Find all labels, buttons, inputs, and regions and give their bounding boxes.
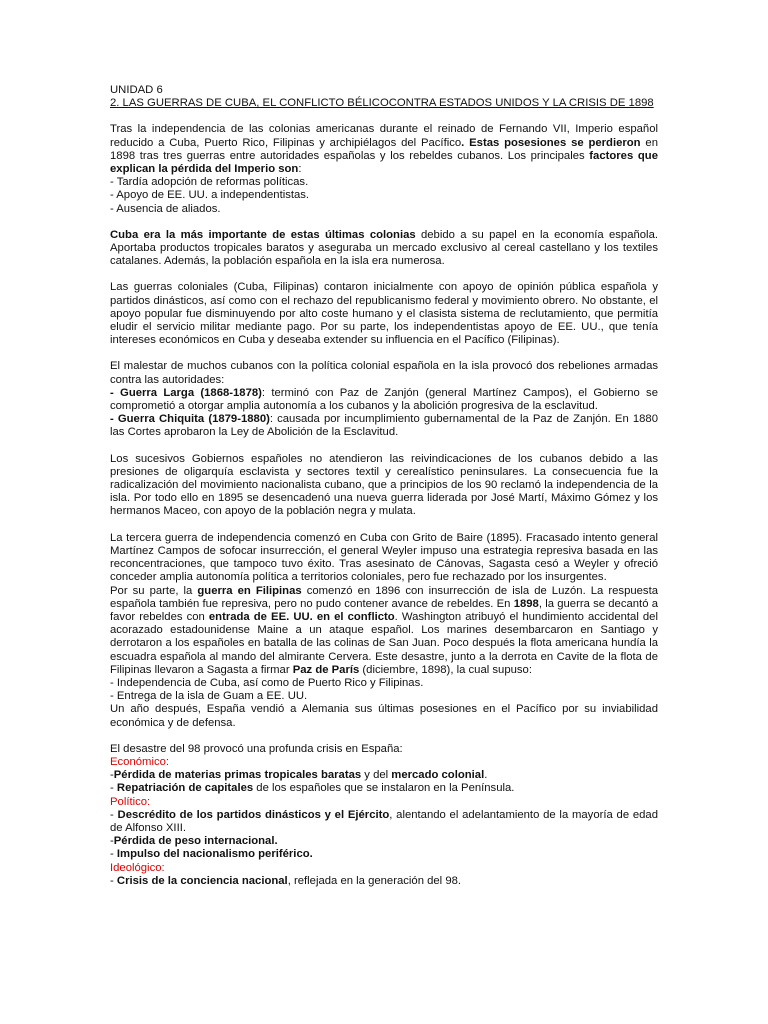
bold-run: Pérdida de peso internacional.	[113, 835, 278, 848]
spacer	[110, 216, 658, 229]
text-run: . Washington atribuyó el hundimiento accidental del acorazado estadounidense Maine a un ataque español. Los marines desembarcaron en Santiago y derrotaron a los españoles en batalla de las colinas de San Juan. Poco después la flota americana hundía la escuadra española al mando del almirante Cervera. Este desastre, junto a la derrota en Cavite de la flota de Filipinas llevaron a Sagasta a firmar	[110, 610, 658, 676]
section-heading: 2. LAS GUERRAS DE CUBA, EL CONFLICTO BÉLICOCONTRA ESTADOS UNIDOS Y LA CRISIS DE 1898	[110, 97, 654, 110]
text-run: en 1898 tras tres guerras entre autoridades españolas y los rebeldes cubanos. Los principales	[110, 136, 658, 162]
paragraph-governments: Los sucesivos Gobiernos españoles no atendieron las reivindicaciones de los cubanos debido a las presiones de oligarquía esclavista y sectores textil y cerealístico peninsulares. La consecuencia fue la radicalización del movimiento nacionalista cubano, que a principios de los 90 reclamó la independencia de la isla. Por todo ello en 1895 se desencadenó una nueva guerra liderada por José Martí, Máximo Gómez y los hermanos Maceo, con apoyo de la población negra y mulata.	[110, 452, 658, 518]
list-item: - Apoyo de EE. UU. a independentistas.	[110, 189, 310, 202]
list-item-guerra-larga	[110, 387, 658, 413]
spacer	[110, 268, 658, 281]
spacer	[110, 440, 658, 453]
text-run: :	[298, 163, 302, 176]
text-run: Tras la independencia de las colonias americanas durante el reinado de Fernando VII, Imperio español reducido a Cuba, Puerto Rico, Filipinas y archipiélagos del Pacífico	[110, 123, 658, 149]
bold-run: Repatriación de capitales	[116, 782, 254, 795]
text-run: -	[110, 848, 117, 861]
list-item-guerra-chiquita	[110, 413, 658, 439]
bold-run: mercado colonial	[391, 769, 485, 782]
text-run: comenzó en 1896 con insurrección de isla de Luzón. La respuesta española también fue represiva, pero no pudo contener avance de rebeldes. En	[110, 584, 658, 610]
text-run: , reflejada en la generación del 98.	[287, 874, 462, 887]
category-label-ideological: Ideológico:	[110, 861, 165, 874]
text-run: (diciembre, 1898), la cual supuso:	[359, 663, 532, 676]
bold-run: 1898	[513, 597, 539, 610]
text-run: , la guerra se decantó a favor rebeldes con	[110, 597, 658, 623]
list-item: - Independencia de Cuba, así como de Puerto Rico y Filipinas.	[110, 676, 424, 689]
paragraph-crisis-intro: El desastre del 98 provocó una profunda crisis en España:	[110, 742, 403, 755]
text-run: -	[110, 808, 118, 821]
paragraph-philippines	[110, 585, 658, 677]
bold-run: Cuba era la más importante de estas últimas colonias	[110, 228, 416, 241]
bold-run: . Estas posesiones se perdieron	[461, 136, 641, 149]
spacer	[110, 730, 658, 743]
paragraph-third-war: La tercera guerra de independencia comenzó en Cuba con Grito de Baire (1895). Fracasado intento general Martínez Campos de sofocar insurrección, el general Weyler impuso una estrategia represiva basada en las reconcentraciones, que tampoco tuvo éxito. Tras asesinato de Cánovas, Sagasta cesó a Weyler y ofreció conceder amplia autonomía política a territorios coloniales, pero fue rechazado por los insurgentes.	[110, 531, 658, 584]
paragraph-rebellions-intro: El malestar de muchos cubanos con la política colonial española en la isla provocó dos rebeliones armadas contra las autoridades:	[110, 360, 658, 386]
bold-run: guerra en Filipinas	[197, 584, 302, 597]
list-item	[110, 848, 658, 861]
category-label-political: Político:	[110, 795, 151, 808]
text-run: de los españoles que se instalaron en la Península.	[253, 782, 515, 795]
bold-run: Impulso del nacionalismo periférico.	[116, 848, 313, 861]
bold-run: Descrédito de los partidos dinásticos y el Ejército	[117, 808, 390, 821]
bold-run: entrada de EE. UU. en el conflicto	[208, 610, 395, 623]
list-item: - Ausencia de aliados.	[110, 202, 221, 215]
paragraph-colonial-wars: Las guerras coloniales (Cuba, Filipinas) contaron inicialmente con apoyo de opinión pública española y partidos dinásticos, así como con el rechazo del republicanismo federal y movimiento obrero. No obstante, el apoyo popular fue disminuyendo por alto coste humano y el clasista sistema de reclutamiento, que permitía eludir el servicio militar mediante pago. Por su parte, los independentistas apoyo de EE. UU., que tenía intereses económicos en Cuba y deseaba extender su influencia en el Pacífico (Filipinas).	[110, 281, 658, 347]
category-label-economic: Económico:	[110, 755, 170, 768]
text-run: -	[110, 835, 114, 848]
bold-run: Paz de París	[292, 663, 360, 676]
list-item	[110, 875, 658, 888]
bold-run: - Guerra Chiquita (1879-1880)	[110, 413, 270, 426]
text-run: , alentando el adelantamiento de la mayoría de edad de Alfonso XIII.	[110, 808, 658, 834]
text-run: : terminó con Paz de Zanjón (general Martínez Campos), el Gobierno se comprometió a otorgar amplia autonomía a los cubanos y la abolición progresiva de la esclavitud.	[110, 386, 658, 413]
text-run: -	[110, 874, 117, 887]
text-run: Por su parte, la	[110, 584, 198, 597]
text-run: : causada por incumplimiento gubernamental de la Paz de Zanjón. En 1880 las Cortes aprobaron la Ley de Abolición de la Esclavitud.	[110, 413, 658, 439]
list-item	[110, 809, 658, 835]
text-run: -	[110, 769, 114, 782]
list-item: - Tardía adopción de reformas políticas.	[110, 176, 309, 189]
bold-run: Pérdida de materias primas tropicales baratas	[113, 769, 362, 782]
unit-label: UNIDAD 6	[110, 84, 163, 96]
bold-run: Crisis de la conciencia nacional	[116, 874, 288, 887]
list-item	[110, 769, 658, 782]
list-item: - Entrega de la isla de Guam a EE. UU.	[110, 690, 308, 703]
text-run: .	[484, 769, 488, 782]
paragraph-germany: Un año después, España vendió a Alemania sus últimas posesiones en el Pacífico por su inviabilidad económica y de defensa.	[110, 703, 658, 729]
bold-run: factores que explican la pérdida del Imperio son	[110, 149, 658, 176]
spacer	[110, 519, 658, 532]
list-item	[110, 835, 658, 848]
paragraph-intro	[110, 123, 658, 176]
bold-run: - Guerra Larga (1868-1878)	[110, 386, 262, 399]
spacer	[110, 347, 658, 360]
text-run: debido a su papel en la economía española. Aportaba productos tropicales baratos y aseguraba un mercado exclusivo al cereal castellano y los textiles catalanes. Además, la población española en la isla era numerosa.	[110, 228, 658, 268]
text-run: y del	[361, 769, 392, 782]
document-body	[110, 84, 658, 888]
list-item	[110, 782, 658, 795]
text-run: -	[110, 782, 117, 795]
paragraph-cuba	[110, 229, 658, 269]
spacer	[110, 110, 658, 123]
